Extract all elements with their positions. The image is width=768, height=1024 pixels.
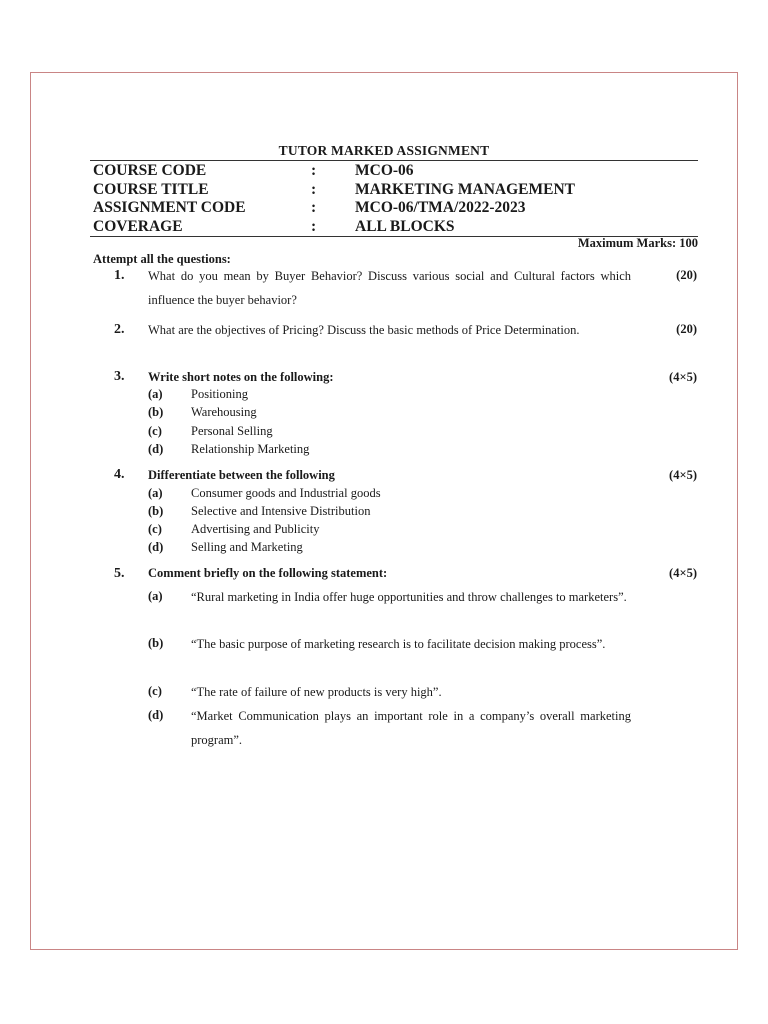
meta-separator: : [311, 162, 317, 179]
question-2-text: What are the objectives of Pricing? Discuss the basic methods of Price Determination. [148, 323, 580, 337]
question-1-text: What do you mean by Buyer Behavior? Discuss various social and Cultural factors which influence the buyer behavior? [148, 269, 631, 307]
course-code-row [93, 162, 697, 181]
question-5-part-a-label: (a) [148, 589, 163, 603]
question-3-number: 3. [114, 369, 125, 384]
question-1-number: 1. [114, 268, 125, 283]
question-4-text: Differentiate between the following [148, 468, 335, 482]
meta-label: ASSIGNMENT CODE [93, 199, 246, 216]
question-4-marks: (4×5) [669, 468, 697, 482]
question-1-marks: (20) [676, 268, 697, 282]
question-2-marks: (20) [676, 322, 697, 336]
question-3-marks: (4×5) [669, 370, 697, 384]
question-3-part-c-text: Personal Selling [191, 424, 273, 438]
assignment-code-row [93, 199, 697, 218]
question-4-part-d-text: Selling and Marketing [191, 540, 303, 554]
coverage-row [93, 218, 697, 237]
question-5-part-b-label: (b) [148, 636, 164, 650]
question-4-part-a-label: (a) [148, 486, 163, 500]
meta-value: MCO-06 [355, 162, 414, 179]
meta-label: COVERAGE [93, 217, 183, 235]
meta-label: COURSE TITLE [93, 180, 209, 198]
question-3-part-a-label: (a) [148, 387, 163, 401]
question-4-part-b-label: (b) [148, 504, 164, 518]
question-5-part-d-text: “Market Communication plays an important role in a company’s overall marketing program”. [191, 709, 631, 747]
instructions: Attempt all the questions: [93, 252, 231, 266]
question-4-part-d-label: (d) [148, 540, 164, 554]
question-2-number: 2. [114, 322, 125, 337]
question-4-part-c-text: Advertising and Publicity [191, 522, 320, 536]
meta-value: MARKETING MANAGEMENT [355, 180, 576, 198]
question-3-part-a-text: Positioning [191, 387, 248, 401]
question-5-part-b-text: “The basic purpose of marketing research is to facilitate decision making process”. [191, 637, 606, 651]
question-5-text: Comment briefly on the following statement: [148, 566, 388, 580]
question-5-part-c-text: “The rate of failure of new products is very high”. [191, 685, 442, 699]
meta-value: ALL BLOCKS [355, 217, 455, 235]
maximum-marks: Maximum Marks: 100 [577, 236, 698, 250]
header-divider-top [90, 160, 698, 161]
question-4-number: 4. [114, 467, 125, 482]
question-3-text: Write short notes on the following: [148, 370, 334, 384]
meta-label: COURSE CODE [93, 162, 207, 179]
question-5-part-a-text: “Rural marketing in India offer huge opportunities and throw challenges to marketers”. [191, 590, 627, 604]
question-3-part-b-text: Warehousing [191, 405, 257, 419]
question-3-part-d-text: Relationship Marketing [191, 442, 310, 456]
meta-separator: : [311, 199, 317, 216]
course-title-row [93, 181, 697, 200]
question-4-part-a-text: Consumer goods and Industrial goods [191, 486, 381, 500]
meta-separator: : [311, 180, 317, 198]
question-5-marks: (4×5) [669, 566, 697, 580]
meta-value: MCO-06/TMA/2022-2023 [355, 199, 526, 216]
question-5-part-c-label: (c) [148, 684, 162, 698]
question-4-part-c-label: (c) [148, 522, 162, 536]
course-info-table [93, 162, 697, 236]
question-4-part-b-text: Selective and Intensive Distribution [191, 504, 371, 518]
meta-separator: : [311, 217, 317, 235]
question-3-part-c-label: (c) [148, 424, 162, 438]
question-3-part-d-label: (d) [148, 442, 164, 456]
question-5-number: 5. [114, 566, 125, 581]
question-3-part-b-label: (b) [148, 405, 164, 419]
document-title: TUTOR MARKED ASSIGNMENT [278, 143, 490, 158]
question-5-part-d-label: (d) [148, 708, 164, 722]
